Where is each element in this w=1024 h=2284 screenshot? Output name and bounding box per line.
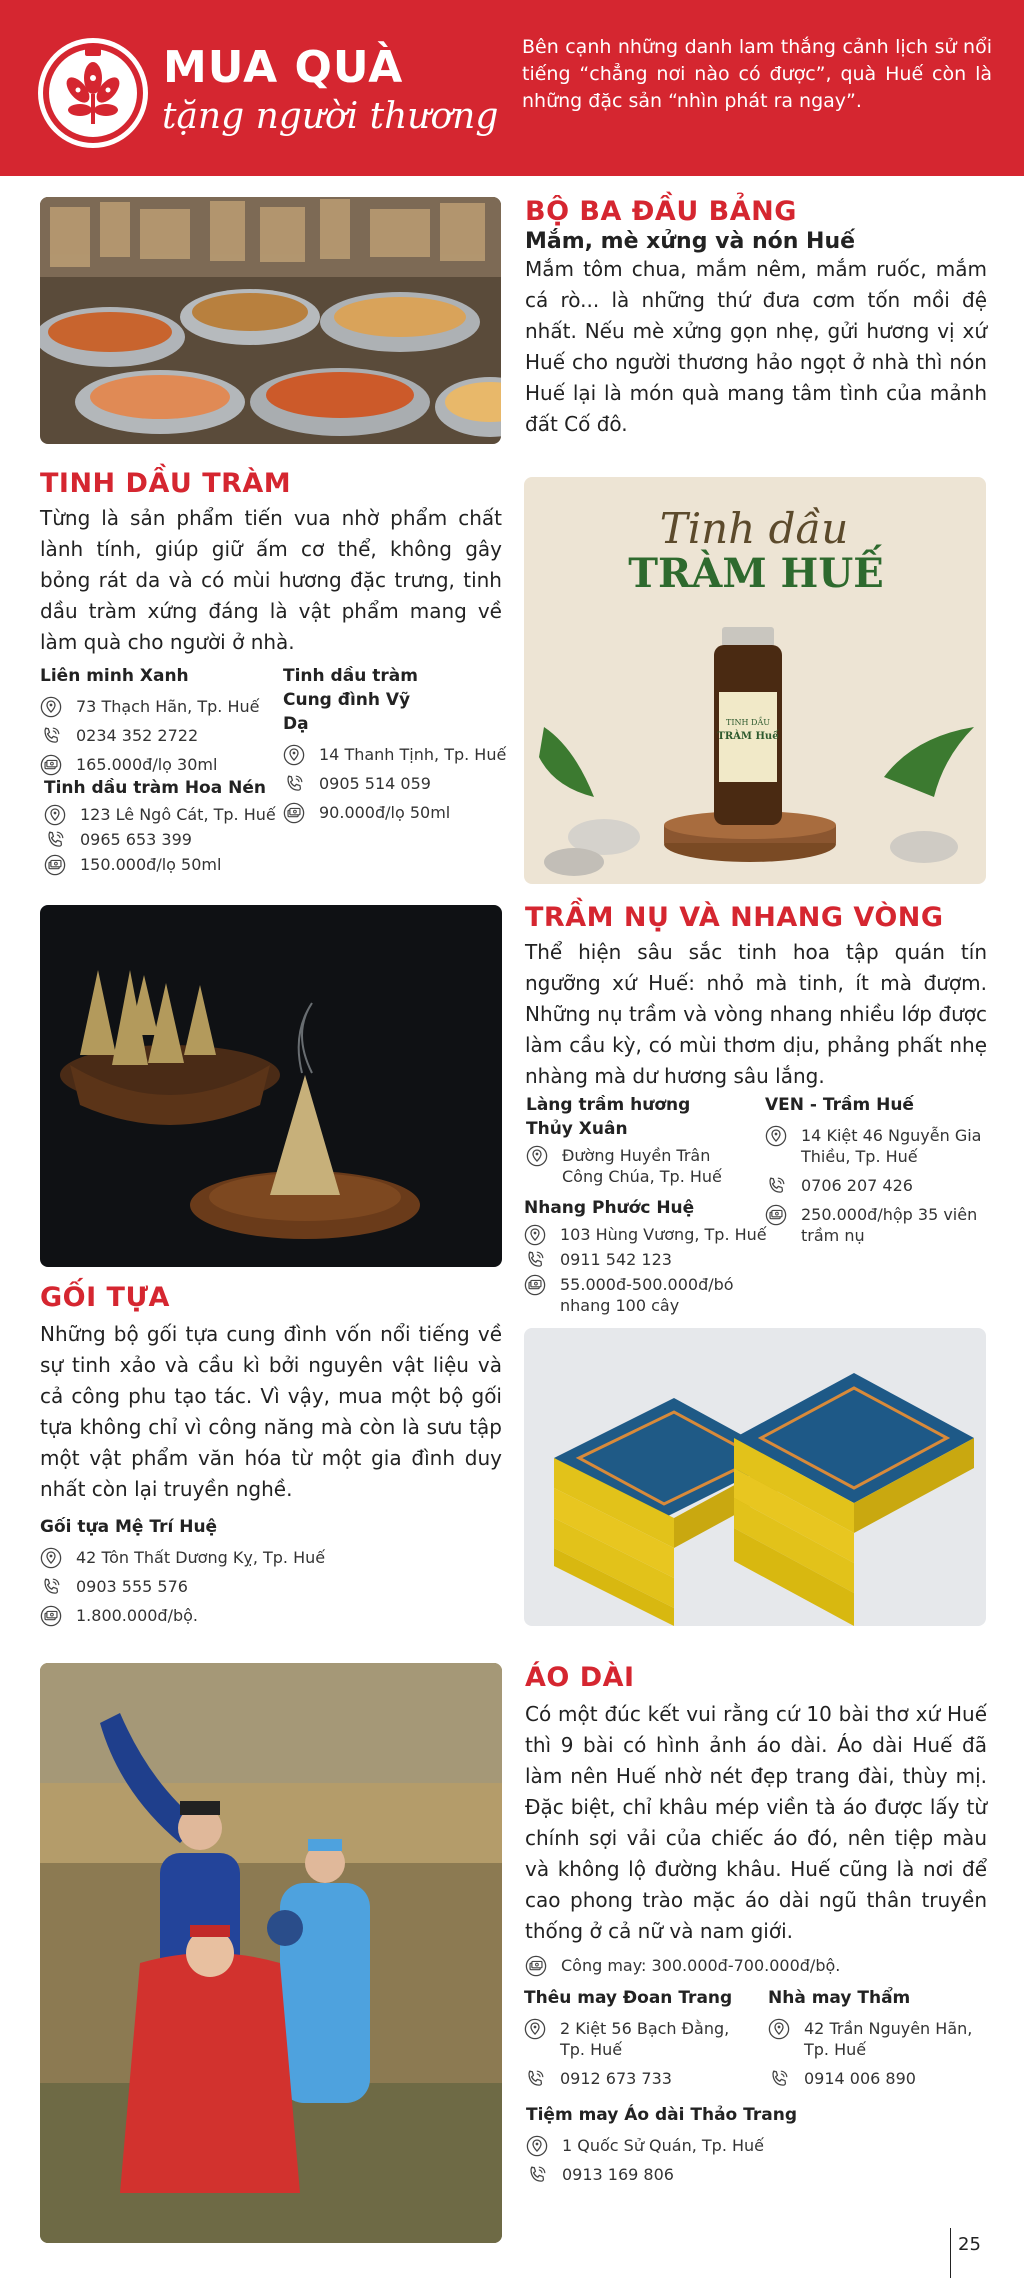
section-body-goi-tua: Những bộ gối tựa cung đình vốn nổi tiếng về sự tinh xảo và cầu kì bởi nguyên vật liệu và cả công phu tạo tác. Vì vậy, mua một bộ gối tựa không chỉ vì công năng mà còn là sưu tập một vật phẩm văn hóa từ một gia đình duy nhất còn lại truyền nghề.: [40, 1322, 502, 1501]
bottle-label-1: TINH DẦU: [726, 718, 770, 727]
page-title: MUA QUÀ: [163, 42, 404, 93]
image-text-tram-hue: TRÀM HUẾ: [628, 550, 884, 597]
phone-icon: [765, 1175, 787, 1197]
shop-price: 250.000đ/hộp 35 viên trầm nụ: [801, 1205, 978, 1245]
location-pin-icon: [283, 744, 305, 766]
shop-doan-trang: [524, 1986, 749, 2097]
money-icon: [40, 1605, 62, 1627]
shop-address: 103 Hùng Vương, Tp. Huế: [560, 1225, 767, 1244]
phone-icon: [524, 1249, 546, 1271]
section-title-bo-ba: BỘ BA ĐẦU BẢNG: [525, 196, 797, 227]
shop-name: Làng trầm hương Thủy Xuân: [526, 1095, 691, 1139]
shop-name: Tiệm may Áo dài Thảo Trang: [526, 2105, 798, 2125]
shop-name: Nhà may Thẩm: [768, 1988, 911, 2008]
bottle-label-2: TRÀM Huế: [717, 731, 779, 742]
phone-icon: [768, 2068, 790, 2090]
page-number-divider: [950, 2228, 951, 2278]
shop-price: 150.000đ/lọ 50ml: [80, 855, 222, 874]
location-pin-icon: [524, 1224, 546, 1246]
money-icon: [525, 1955, 547, 1977]
section-title-tram-nu: TRẦM NỤ VÀ NHANG VÒNG: [525, 902, 944, 933]
location-pin-icon: [526, 1145, 548, 1167]
shop-address: 14 Thanh Tịnh, Tp. Huế: [319, 745, 507, 764]
incense-photo: [40, 905, 502, 1267]
image-text-tinh-dau: Tinh dầu: [659, 504, 849, 553]
shop-price: 90.000đ/lọ 50ml: [319, 803, 451, 822]
shop-phone: 0913 169 806: [562, 2165, 674, 2184]
money-icon: [44, 854, 66, 876]
section-body-bo-ba: Mắm tôm chua, mắm nêm, mắm ruốc, mắm cá rò... là những thứ đưa cơm tốn mồi đệ nhất. Nếu mè xửng gọn nhẹ, gửi hương vị xứ Huế cho người thương hảo ngọt ở nhà thì nón Huế lại là món quà mang tâm tình của mảnh đất Cố đô.: [525, 257, 987, 436]
shop-price: 55.000đ-500.000đ/bó nhang 100 cây: [560, 1275, 734, 1315]
shop-goi-tua-me-tri-hue: [40, 1515, 502, 1634]
shop-phone: 0234 352 2722: [76, 726, 199, 745]
section-subtitle-bo-ba: Mắm, mè xửng và nón Huế: [525, 229, 856, 254]
lotus-logo-icon: [38, 38, 148, 148]
phone-icon: [44, 829, 66, 851]
shop-lang-tram-thuy-xuan: [526, 1093, 751, 1191]
pillow-photo: [524, 1328, 986, 1626]
page-number: 25: [958, 2234, 981, 2255]
essential-oil-photo: [524, 477, 986, 884]
location-pin-icon: [40, 696, 62, 718]
location-pin-icon: [44, 804, 66, 826]
section-body-ao-dai: Có một đúc kết vui rằng cứ 10 bài thơ xứ Huế thì 9 bài có hình ảnh áo dài. Áo dài Huế đã làm nên Huế nhờ nét đẹp trang đài, thùy mị. Đặc biệt, chỉ khâu mép viền tà áo được lấy từ chính sợi vải của chiếc áo đó, nên tiệp màu và không lộ đường khâu. Huế cũng là nơi để cao phong trào mặc áo dài ngũ thân truyền thống ở cả nữ và nam giới.: [525, 1702, 987, 1943]
shop-phone: 0905 514 059: [319, 774, 431, 793]
shop-name: Liên minh Xanh: [40, 666, 189, 686]
shop-address: 1 Quốc Sử Quán, Tp. Huế: [562, 2136, 765, 2155]
money-icon: [283, 802, 305, 824]
shop-cung-dinh-vy-da: [283, 664, 508, 831]
section-title-ao-dai: ÁO DÀI: [525, 1662, 635, 1693]
shop-address: 42 Trần Nguyên Hãn, Tp. Huế: [804, 2019, 973, 2059]
shop-name: Thêu may Đoan Trang: [524, 1988, 733, 2008]
phone-icon: [40, 725, 62, 747]
shop-phone: 0914 006 890: [804, 2069, 916, 2088]
location-pin-icon: [768, 2018, 790, 2040]
shop-phone: 0965 653 399: [80, 830, 192, 849]
shop-nha-may-tham: [768, 1986, 993, 2097]
shop-phone: 0706 207 426: [801, 1176, 913, 1195]
phone-icon: [283, 773, 305, 795]
shop-address: 14 Kiệt 46 Nguyễn Gia Thiều, Tp. Huế: [801, 1126, 982, 1166]
section-body-tram-nu: Thể hiện sâu sắc tinh hoa tập quán tín ngưỡng xứ Huế: nhỏ mà tinh, ít mà đượm. Những nụ trầm và vòng nhang nhiều lớp được làm cầu kỳ, có mùi thơm dịu, phảng phất nhẹ nhàng mà dư hương sâu lắng.: [525, 940, 987, 1088]
shop-phone: 0912 673 733: [560, 2069, 672, 2088]
phone-icon: [40, 1576, 62, 1598]
shop-name: VEN - Trầm Huế: [765, 1095, 914, 1115]
phone-icon: [524, 2068, 546, 2090]
money-icon: [765, 1204, 787, 1226]
shop-lien-minh-xanh: [40, 664, 265, 783]
section-body-tinh-dau: Từng là sản phẩm tiến vua nhờ phẩm chất lành tính, giúp giữ ấm cơ thể, không gây bỏng rát da và có mùi hương đặc trưng, tinh dầu tràm xứng đáng là vật phẩm mang về làm quà cho người ở nhà.: [40, 506, 502, 654]
intro-text: Bên cạnh những danh lam thắng cảnh lịch sử nổi tiếng “chẳng nơi nào có được”, quà Huế còn là những đặc sản “nhìn phát ra ngay”.: [522, 36, 992, 112]
shop-nhang-phuoc-hue: [524, 1196, 774, 1320]
ao-dai-price: Công may: 300.000đ-700.000đ/bộ.: [561, 1956, 841, 1975]
shop-price: 1.800.000đ/bộ.: [76, 1606, 199, 1625]
location-pin-icon: [526, 2135, 548, 2157]
shop-thao-trang: [526, 2103, 926, 2193]
money-icon: [524, 1274, 546, 1296]
shop-name: Nhang Phước Huệ: [524, 1198, 695, 1218]
ao-dai-photo: [40, 1663, 502, 2243]
location-pin-icon: [524, 2018, 546, 2040]
shop-address: Đường Huyền Trân Công Chúa, Tp. Huế: [562, 1146, 722, 1186]
shop-address: 42 Tôn Thất Dương Kỵ, Tp. Huế: [76, 1548, 326, 1567]
shop-address: 73 Thạch Hãn, Tp. Huế: [76, 697, 260, 716]
shop-name: Tinh dầu tràm Hoa Nén: [44, 778, 266, 798]
location-pin-icon: [765, 1125, 787, 1147]
section-title-tinh-dau: TINH DẦU TRÀM: [40, 468, 292, 499]
section-title-goi-tua: GỐI TỰA: [40, 1282, 170, 1313]
location-pin-icon: [40, 1547, 62, 1569]
market-photo: [40, 197, 501, 444]
shop-name: Tinh dầu tràm Cung đình Vỹ Dạ: [283, 666, 418, 734]
page-subtitle: tặng người thương: [162, 96, 499, 137]
shop-address: 2 Kiệt 56 Bạch Đằng, Tp. Huế: [560, 2019, 730, 2059]
shop-ven-tram-hue: [765, 1093, 990, 1254]
shop-phone: 0903 555 576: [76, 1577, 188, 1596]
shop-phone: 0911 542 123: [560, 1250, 672, 1269]
shop-name: Gối tựa Mệ Trí Huệ: [40, 1517, 218, 1537]
shop-hoa-nen: [44, 776, 284, 879]
shop-price: 165.000đ/lọ 30ml: [76, 755, 218, 774]
phone-icon: [526, 2164, 548, 2186]
money-icon: [40, 754, 62, 776]
shop-address: 123 Lê Ngô Cát, Tp. Huế: [80, 805, 276, 824]
